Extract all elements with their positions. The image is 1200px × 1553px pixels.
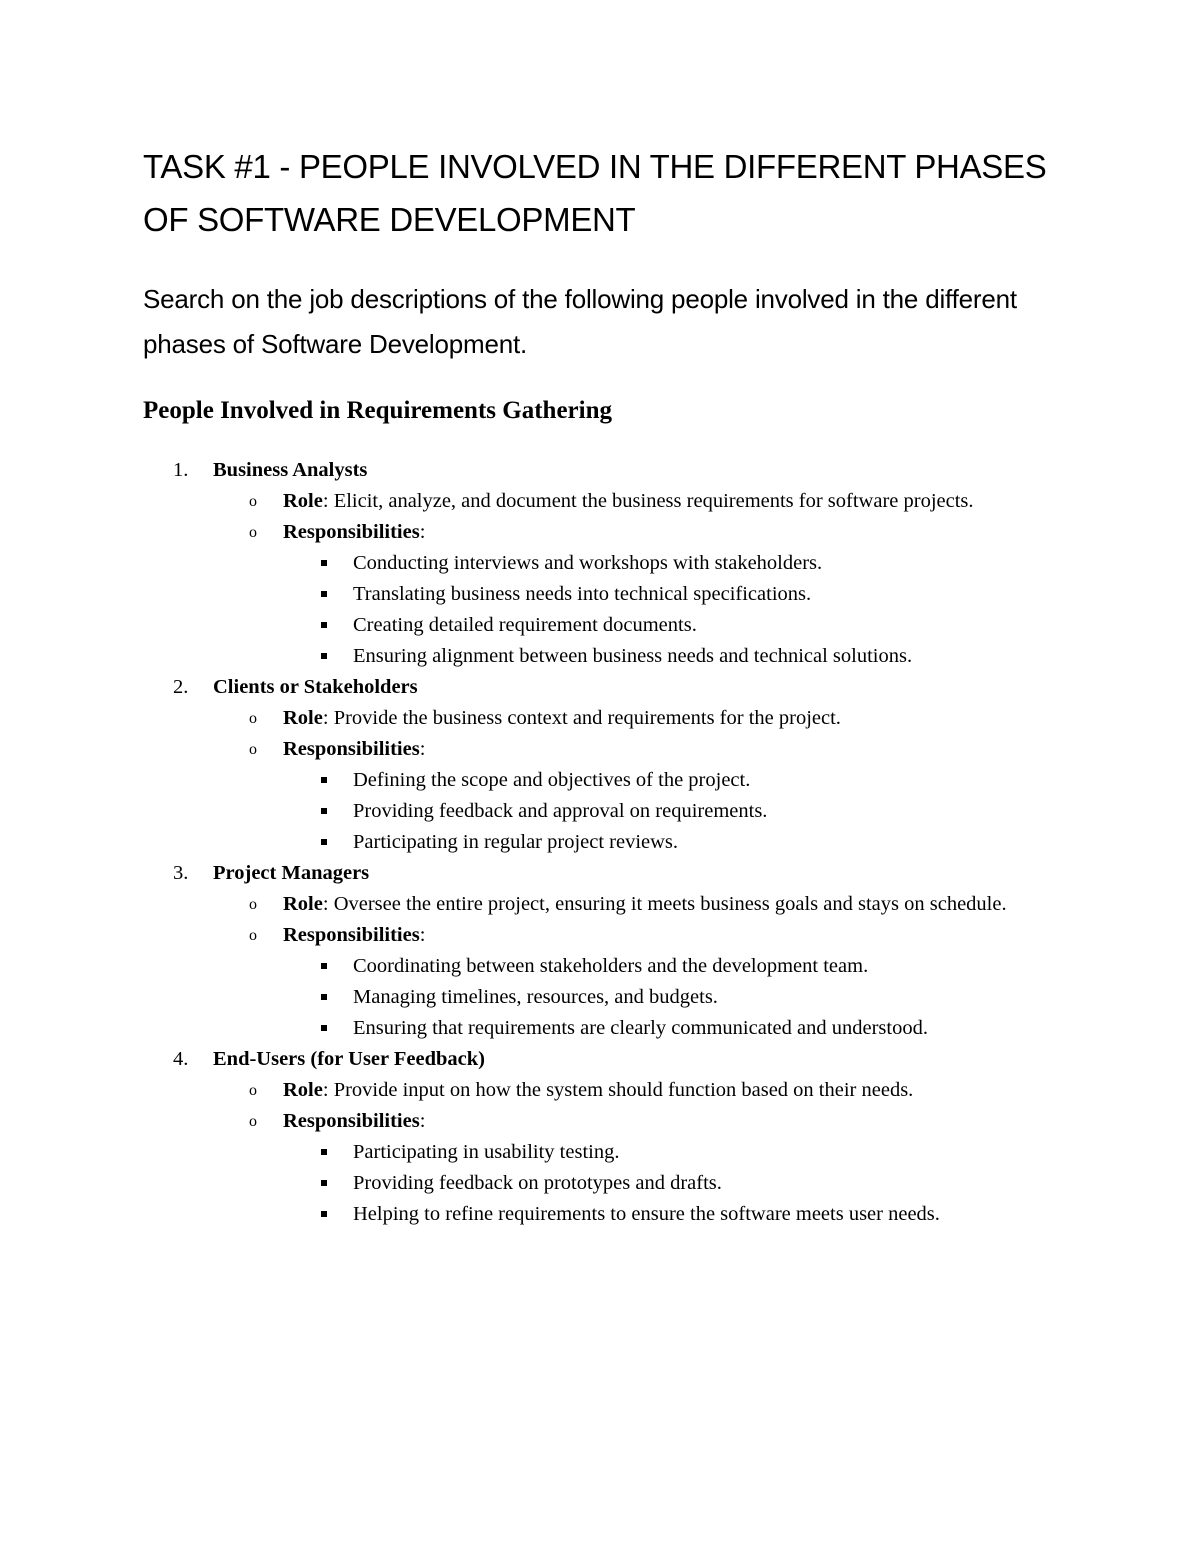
person-number: 3. xyxy=(173,862,189,884)
role-text: Elicit, analyze, and document the business requirements for software projects. xyxy=(333,490,974,512)
circle-bullet-icon: o xyxy=(249,896,257,913)
role-item: o Role: Oversee the entire project, ensuring it meets business goals and stays on schedule. xyxy=(143,889,1043,920)
responsibility-text: Ensuring alignment between business needs and technical solutions. xyxy=(353,645,913,667)
responsibility-item xyxy=(143,765,1043,796)
responsibility-text: Participating in regular project reviews. xyxy=(353,831,679,853)
person-name: End-Users (for User Feedback) xyxy=(213,1048,485,1070)
square-bullet-icon xyxy=(321,1211,327,1217)
people-list xyxy=(143,455,1043,1230)
responsibility-text: Participating in usability testing. xyxy=(353,1141,620,1163)
role-label: Role xyxy=(283,1079,323,1101)
responsibility-text: Providing feedback and approval on requirements. xyxy=(353,800,768,822)
responsibility-item xyxy=(143,827,1043,858)
responsibilities-item: o Responsibilities: xyxy=(143,517,1043,548)
responsibilities-label: Responsibilities xyxy=(283,521,420,543)
responsibility-text: Conducting interviews and workshops with stakeholders. xyxy=(353,552,823,574)
person-item xyxy=(143,858,1043,889)
responsibilities-item: o Responsibilities: xyxy=(143,920,1043,951)
responsibility-item xyxy=(143,641,1043,672)
role-label: Role xyxy=(283,707,323,729)
responsibility-text: Managing timelines, resources, and budgets. xyxy=(353,986,718,1008)
circle-bullet-icon: o xyxy=(249,1113,257,1130)
role-item: o Role: Provide input on how the system should function based on their needs. xyxy=(143,1075,1043,1106)
responsibilities-item: o Responsibilities: xyxy=(143,1106,1043,1137)
role-text: Oversee the entire project, ensuring it meets business goals and stays on schedule. xyxy=(333,893,1007,915)
responsibility-text: Creating detailed requirement documents. xyxy=(353,614,697,636)
role-item: o Role: Elicit, analyze, and document the business requirements for software projects. xyxy=(143,486,1043,517)
person-item xyxy=(143,672,1043,703)
square-bullet-icon xyxy=(321,653,327,659)
responsibility-item xyxy=(143,1168,1043,1199)
person-name: Clients or Stakeholders xyxy=(213,676,418,698)
circle-bullet-icon: o xyxy=(249,524,257,541)
responsibility-item xyxy=(143,1199,1043,1230)
responsibilities-label: Responsibilities xyxy=(283,1110,420,1132)
role-text: Provide input on how the system should function based on their needs. xyxy=(333,1079,914,1101)
responsibility-item xyxy=(143,951,1043,982)
square-bullet-icon xyxy=(321,591,327,597)
responsibility-item xyxy=(143,579,1043,610)
square-bullet-icon xyxy=(321,808,327,814)
responsibilities-item: o Responsibilities: xyxy=(143,734,1043,765)
person-item xyxy=(143,1044,1043,1075)
square-bullet-icon xyxy=(321,622,327,628)
square-bullet-icon xyxy=(321,1025,327,1031)
section-heading: People Involved in Requirements Gathering xyxy=(143,397,612,424)
responsibility-text: Defining the scope and objectives of the project. xyxy=(353,769,751,791)
circle-bullet-icon: o xyxy=(249,493,257,510)
person-name: Business Analysts xyxy=(213,459,368,481)
document-subtitle: Search on the job descriptions of the following people involved in the different phases of Software Development. xyxy=(143,284,1017,359)
square-bullet-icon xyxy=(321,1180,327,1186)
circle-bullet-icon: o xyxy=(249,710,257,727)
responsibility-item xyxy=(143,982,1043,1013)
responsibility-text: Helping to refine requirements to ensure the software meets user needs. xyxy=(353,1203,940,1225)
person-name: Project Managers xyxy=(213,862,370,884)
person-item xyxy=(143,455,1043,486)
responsibility-item xyxy=(143,610,1043,641)
responsibility-text: Translating business needs into technical specifications. xyxy=(353,583,812,605)
responsibility-text: Providing feedback on prototypes and drafts. xyxy=(353,1172,722,1194)
responsibility-item xyxy=(143,1013,1043,1044)
person-number: 4. xyxy=(173,1048,189,1070)
circle-bullet-icon: o xyxy=(249,741,257,758)
responsibility-text: Ensuring that requirements are clearly communicated and understood. xyxy=(353,1017,928,1039)
circle-bullet-icon: o xyxy=(249,1082,257,1099)
responsibilities-label: Responsibilities xyxy=(283,924,420,946)
responsibility-item xyxy=(143,1137,1043,1168)
square-bullet-icon xyxy=(321,560,327,566)
square-bullet-icon xyxy=(321,994,327,1000)
responsibilities-label: Responsibilities xyxy=(283,738,420,760)
role-label: Role xyxy=(283,490,323,512)
circle-bullet-icon: o xyxy=(249,927,257,944)
document-title: TASK #1 - PEOPLE INVOLVED IN THE DIFFERENT PHASES OF SOFTWARE DEVELOPMENT xyxy=(143,148,1047,238)
responsibility-item xyxy=(143,548,1043,579)
square-bullet-icon xyxy=(321,777,327,783)
square-bullet-icon xyxy=(321,963,327,969)
square-bullet-icon xyxy=(321,839,327,845)
role-item: o Role: Provide the business context and requirements for the project. xyxy=(143,703,1043,734)
responsibility-item xyxy=(143,796,1043,827)
person-number: 2. xyxy=(173,676,189,698)
role-text: Provide the business context and requirements for the project. xyxy=(333,707,841,729)
square-bullet-icon xyxy=(321,1149,327,1155)
person-number: 1. xyxy=(173,459,189,481)
responsibility-text: Coordinating between stakeholders and the development team. xyxy=(353,955,869,977)
role-label: Role xyxy=(283,893,323,915)
